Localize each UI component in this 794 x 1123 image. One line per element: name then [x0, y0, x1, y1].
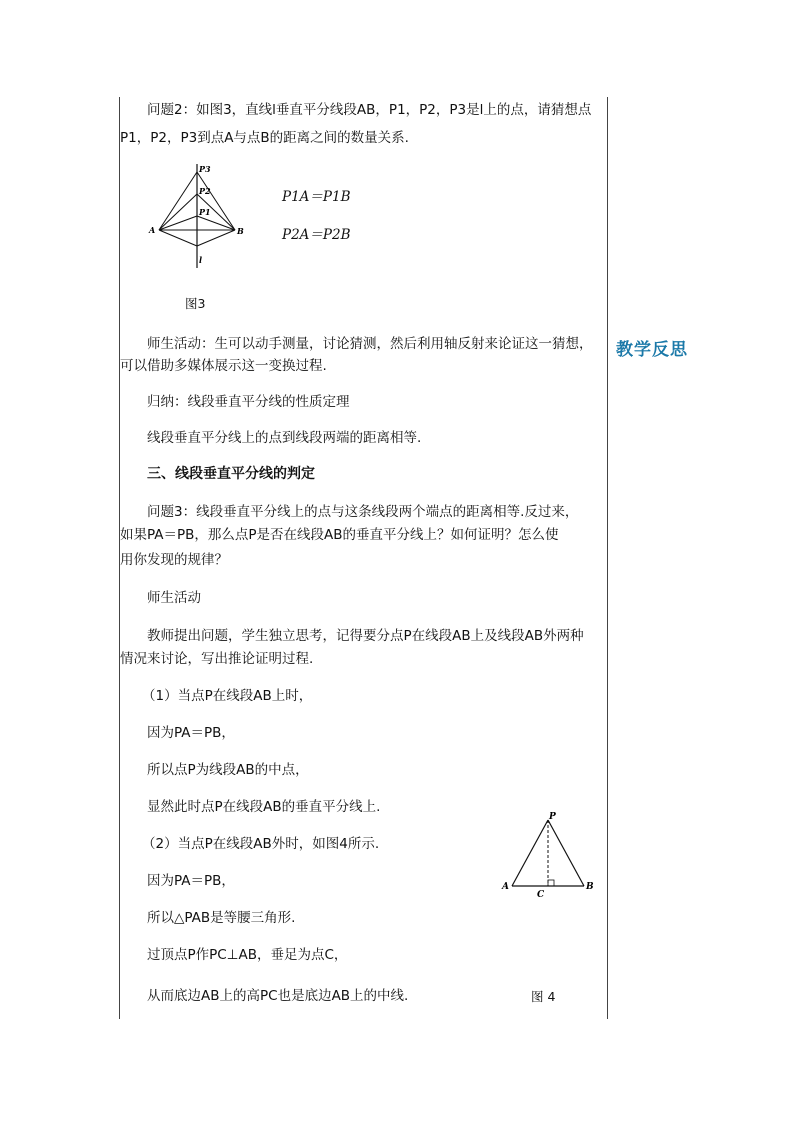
label-p2: P2: [199, 186, 211, 196]
segment-pb: [548, 820, 584, 886]
case2-step2: 所以△PAB是等腰三角形.: [147, 910, 296, 926]
case2-step1: 因为PA＝PB，: [147, 873, 235, 889]
question2-line1: 问题2：如图3，直线l垂直平分线段AB，P1，P2，P3是l上的点，请猜想点: [147, 102, 592, 118]
summary-theorem: 线段垂直平分线上的点到线段两端的距离相等.: [147, 430, 422, 446]
summary-title: 归纳：线段垂直平分线的性质定理: [147, 394, 350, 410]
label-p1: P1: [199, 207, 211, 217]
segment-p1a: [159, 216, 197, 230]
label-p3: P3: [199, 164, 211, 174]
segment-a-lower: [159, 230, 197, 246]
question3-line1: 问题3：线段垂直平分线上的点与这条线段两个端点的距离相等.反过来，: [147, 504, 579, 520]
segment-pa: [512, 820, 548, 886]
label-a: A: [502, 882, 509, 892]
question3-line3: 用你发现的规律？: [120, 552, 228, 568]
figure3-caption: 图3: [185, 296, 206, 311]
case1-title: （1）当点P在线段AB上时，: [142, 688, 313, 704]
equation-p2: P2A＝P2B: [282, 227, 351, 243]
teacher-line2: 情况来讨论，写出推论证明过程.: [120, 651, 314, 667]
case1-step3: 显然此时点P在线段AB的垂直平分线上.: [147, 799, 381, 815]
case2-title: （2）当点P在线段AB外时，如图4所示.: [142, 836, 380, 852]
section3-heading: 三、线段垂直平分线的判定: [147, 466, 315, 482]
question3-line2: 如果PA＝PB，那么点P是否在线段AB的垂直平分线上？如何证明？怎么使: [120, 527, 559, 543]
label-b: B: [237, 226, 244, 236]
teaching-reflection-title: 教学反思: [616, 340, 688, 360]
case2-step4: 从而底边AB上的高PC也是底边AB上的中线.: [147, 988, 409, 1004]
figure4-diagram: [496, 808, 601, 903]
activity1-line1: 师生活动：生可以动手测量，讨论猜测，然后利用轴反射来论证这一猜想，: [147, 336, 593, 352]
case2-step3: 过顶点P作PC⊥AB，垂足为点C，: [147, 947, 348, 963]
case1-step2: 所以点P为线段AB的中点，: [147, 762, 309, 778]
activity2-label: 师生活动: [147, 590, 201, 606]
figure4-caption: 图 4: [531, 989, 556, 1004]
activity1-line2: 可以借助多媒体展示这一变换过程.: [120, 358, 327, 374]
segment-p2a: [159, 194, 197, 230]
teacher-line1: 教师提出问题，学生独立思考，记得要分点P在线段AB上及线段AB外两种: [147, 628, 584, 644]
label-c: C: [537, 890, 545, 900]
figure3-diagram: [145, 158, 255, 273]
label-b: B: [586, 882, 594, 892]
segment-b-lower: [197, 230, 235, 246]
label-p: P: [549, 812, 556, 822]
segment-p1b: [197, 216, 235, 230]
case1-step1: 因为PA＝PB，: [147, 725, 235, 741]
right-angle-mark: [548, 880, 554, 886]
segment-p3b: [197, 172, 235, 230]
segment-p3a: [159, 172, 197, 230]
label-l: l: [199, 255, 203, 265]
label-a: A: [149, 225, 156, 235]
equation-p1: P1A＝P1B: [282, 189, 351, 205]
question2-line2: P1，P2，P3到点A与点B的距离之间的数量关系.: [120, 130, 409, 146]
